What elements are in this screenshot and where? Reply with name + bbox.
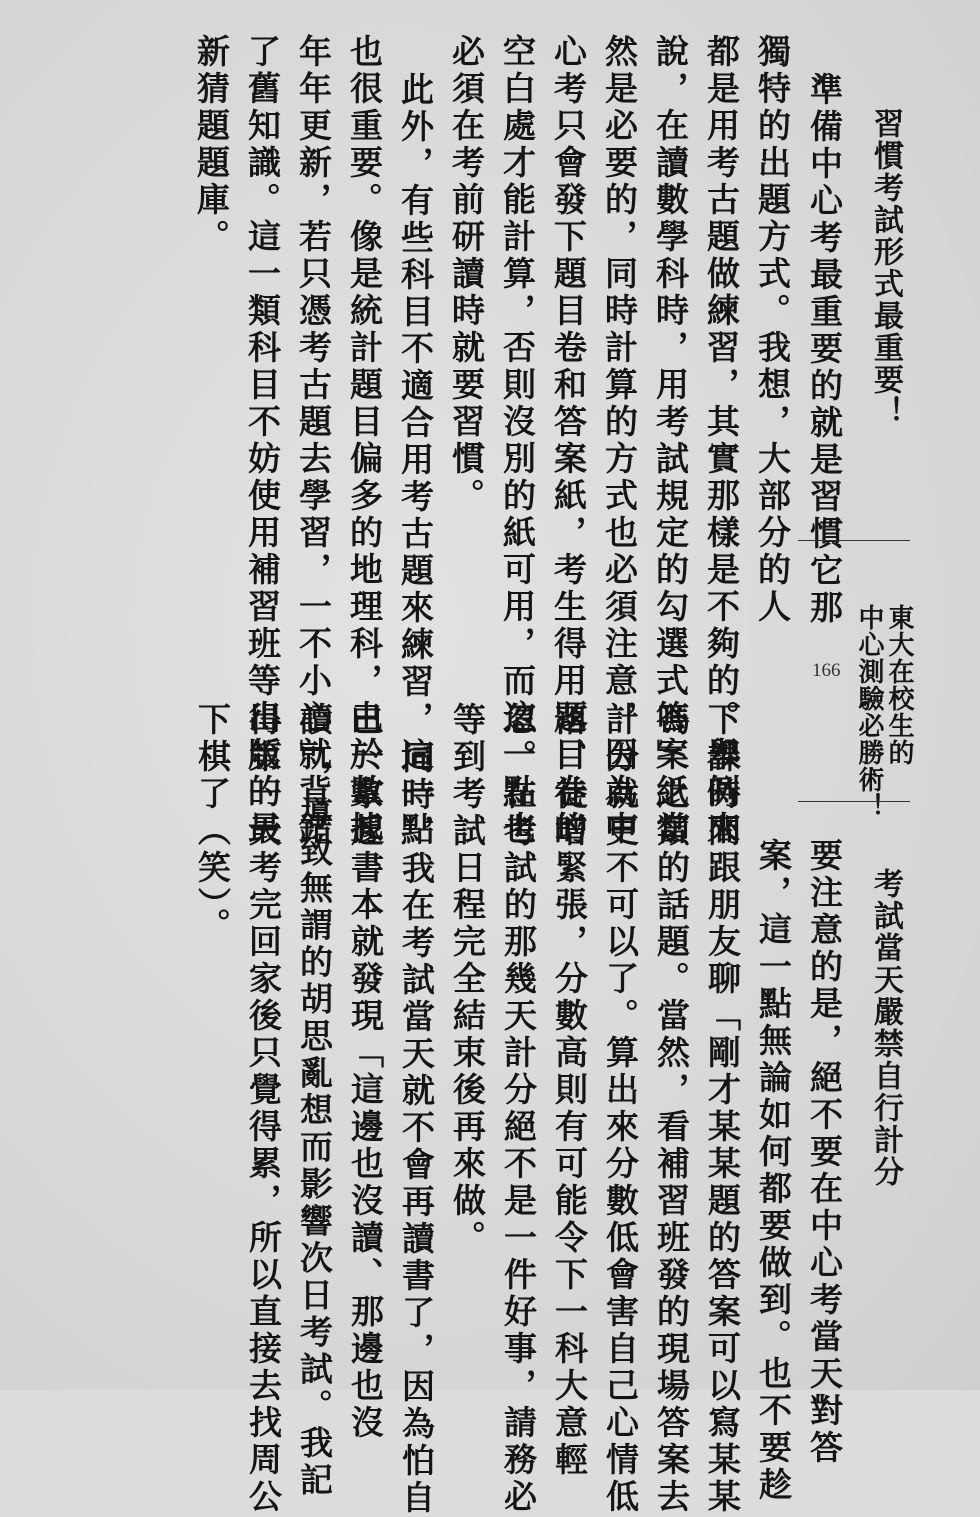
header-rule-upper xyxy=(798,540,910,541)
text-column: 空白處才能計算，否則沒別的紙可用，而這一點也 xyxy=(498,34,537,848)
text-column: 計分就更不可以了。算出來分數低會害自己心情低 xyxy=(601,702,640,1516)
text-column: 了舊知識。這一類科目不妨使用補習班等出版的最 xyxy=(243,34,282,848)
series-title-line-2: 中心測驗必勝術！ xyxy=(854,604,884,820)
text-column: 等到考試日程完全結束後再來做。 xyxy=(448,702,487,1257)
text-column: 嗎」之類的話題。當然，看補習班發的現場答案去 xyxy=(652,702,691,1516)
header-rule-lower xyxy=(798,801,910,802)
text-column: 讀」，導致無謂的胡思亂想而影響次日考試。我記 xyxy=(295,702,334,1500)
text-column: 然是必要的，同時計算的方式也必須注意，因為中 xyxy=(600,34,639,848)
text-column: 同時，我在考試當天就不會再讀書了，因為怕自 xyxy=(397,740,436,1517)
text-column: 要注意的是，絕不要在中心考當天對答 xyxy=(805,838,844,1467)
text-column: 年年更新，若只憑考古題去學習，一不小心就背錯 xyxy=(294,34,333,848)
text-column: 己一拿起書本就發現「這邊也沒讀、那邊也沒 xyxy=(346,702,385,1442)
text-column: 下課時間跟朋友聊「剛才某某題的答案可以寫某某 xyxy=(703,702,742,1516)
series-title-line-1: 東大在校生的 xyxy=(884,604,914,766)
text-column: 必須在考前研讀時就要習慣。 xyxy=(447,34,486,515)
text-column: 心考只會發下題目卷和答案紙，考生得用題目卷的 xyxy=(549,34,588,848)
text-column: 都是用考古題做練習，其實那樣是不夠的。舉例來 xyxy=(702,34,741,848)
text-column: 得第一天考完回家後只覺得累，所以直接去找周公 xyxy=(244,702,283,1516)
text-column: 獨特的出題方式。我想，大部分的人 xyxy=(753,34,792,626)
text-column: 忽。在考試的那幾天計分絕不是一件好事，請務必 xyxy=(499,702,538,1516)
text-column: 新猜題題庫。 xyxy=(192,34,231,256)
text-column: 此外，有些科目不適合用考古題來練習，這一點 xyxy=(396,72,435,849)
text-column: 準備中心考最重要的就是習慣它那 xyxy=(805,72,844,627)
text-column: 說，在讀數學科時，用考試規定的勾選式答案紙當 xyxy=(651,34,690,848)
section-heading-no-self-scoring: 考試當天嚴禁自行計分 xyxy=(868,868,903,1188)
text-column: 下棋了（笑）。 xyxy=(193,702,232,945)
page-number: 166 xyxy=(812,660,841,681)
text-column: 也很重要。像是統計題目偏多的地理科，由於數據 xyxy=(345,34,384,848)
section-heading-habit: 習慣考試形式最重要！ xyxy=(868,108,903,428)
text-column: 落、徒增緊張，分數高則有可能令下一科大意輕 xyxy=(550,702,589,1479)
text-column: 案，這一點無論如何都要做到。也不要趁 xyxy=(754,838,793,1504)
